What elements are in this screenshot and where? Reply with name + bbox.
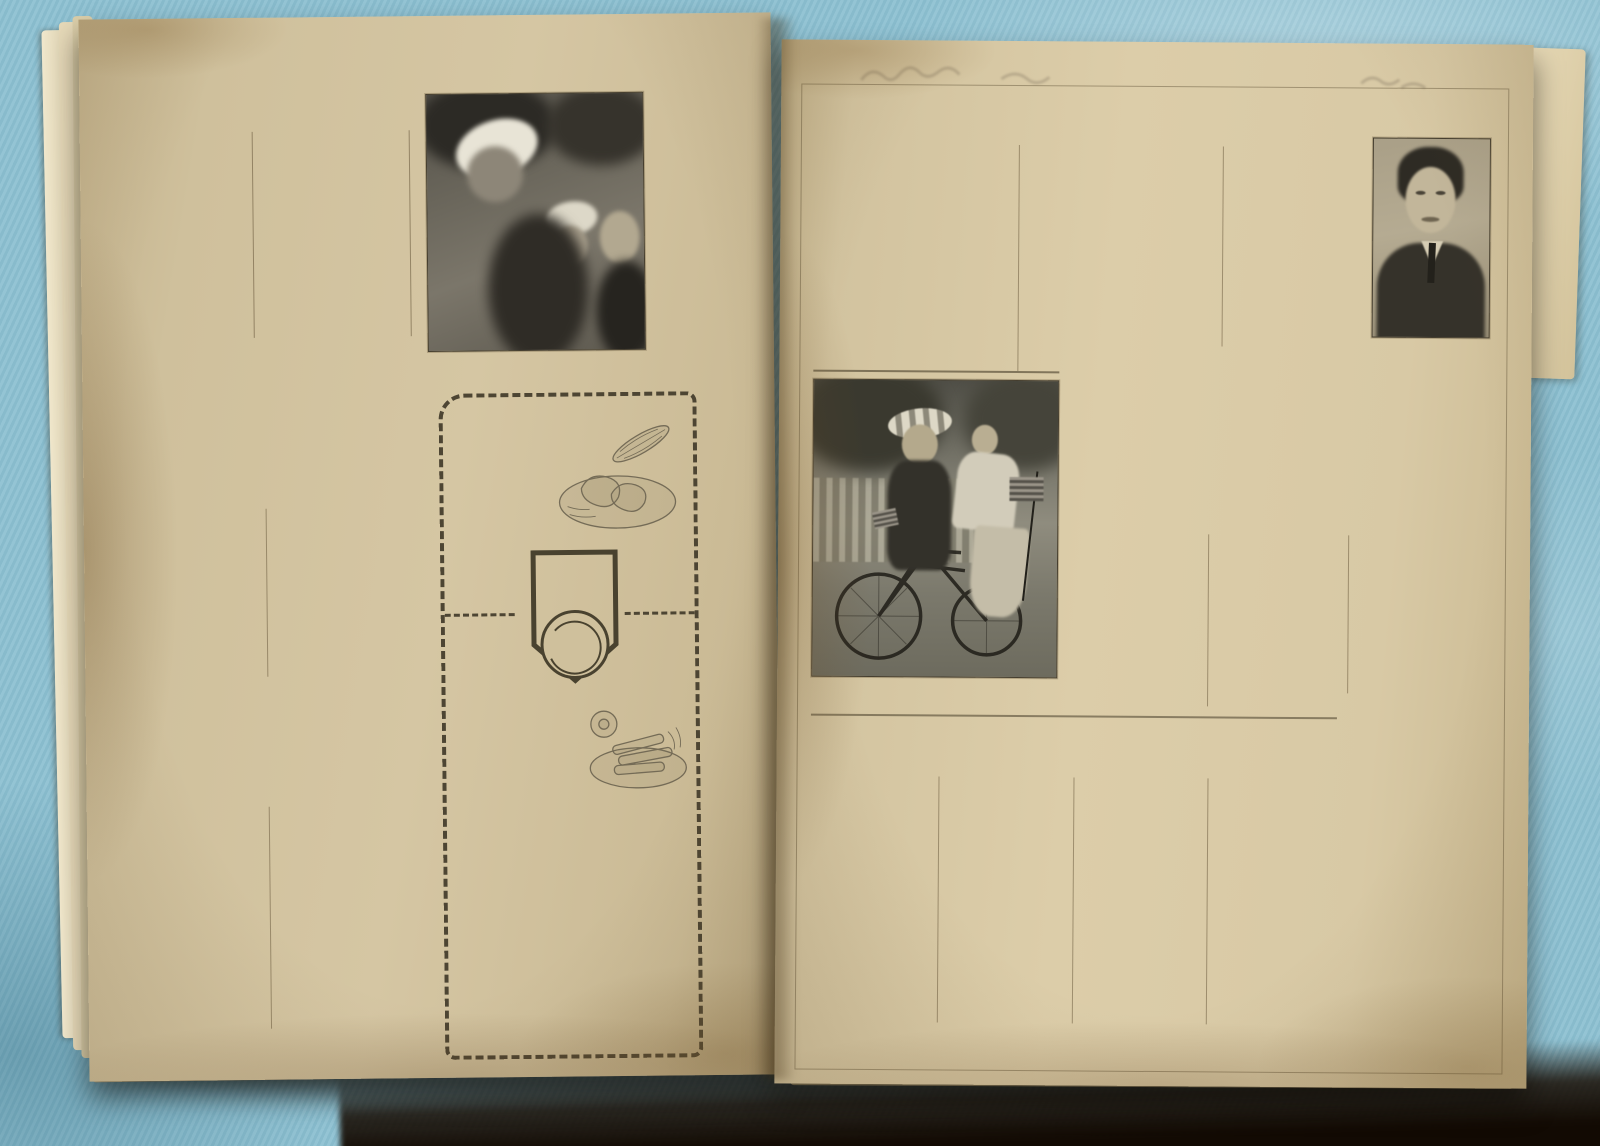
par-troy-headline (1071, 377, 1085, 460)
warchol-column-1 (815, 156, 1012, 369)
st-clare-bicycle-photo (811, 379, 1059, 679)
ad-divider-right (625, 611, 695, 615)
hirohito-face-shape (599, 211, 640, 263)
ad-recipe-2 (455, 805, 689, 813)
passaic-article (809, 714, 1337, 1026)
ad-address (455, 805, 689, 814)
left-margin-dateline (83, 104, 89, 664)
ad-product-breast-barbecue (454, 706, 584, 707)
ad-offer-terms (455, 805, 689, 815)
west-column-1 (104, 509, 262, 679)
logo-fresh (524, 548, 624, 557)
newspaper-right-page (774, 39, 1533, 1088)
passaic-column-4 (1206, 778, 1337, 1025)
ad-script-tender-juicy (451, 404, 553, 412)
newspaper-left-page (78, 12, 781, 1081)
ad-ingredients-2a (455, 805, 568, 806)
scarecrow-head (902, 424, 938, 464)
passaic-column-3 (1071, 777, 1202, 1024)
par-troy-column-2 (1207, 534, 1348, 707)
hirohito-airport-photo (425, 92, 646, 352)
will-picket-body (259, 157, 405, 310)
james-warchol-portrait (1372, 138, 1491, 339)
hirohito-continued (258, 342, 411, 426)
st-clare-block (811, 370, 1059, 724)
lisbon-lead (110, 741, 435, 804)
ad-product-shoulder-chops (451, 417, 553, 418)
west-condemned-article (103, 414, 436, 703)
lamb-chops-illustration (553, 409, 686, 538)
warchol-column-3 (1222, 146, 1367, 347)
par-troy-column-3 (1347, 535, 1492, 694)
bobbies-article (642, 16, 768, 419)
ad-free-recipes-line (455, 806, 689, 814)
passaic-column-1 (809, 776, 934, 1023)
woman-face (972, 425, 998, 455)
lamb-shield-logo (524, 548, 626, 695)
warchol-face (1405, 167, 1455, 233)
ad-ingredients-1b (569, 541, 686, 542)
will-picket-box (252, 130, 412, 338)
west-column-2 (266, 507, 432, 677)
lisbon-column-1 (107, 807, 265, 1031)
american-lamb-council-logo (455, 806, 689, 814)
passaic-column-2 (937, 777, 1068, 1024)
ad-ingredients-2b (572, 803, 689, 804)
passaic-headline (815, 722, 1300, 725)
hirohito-photo-caption (428, 358, 644, 392)
par-troy-column-1 (1069, 533, 1202, 706)
hamill-kreiss-article (1345, 697, 1488, 1059)
bobbies-body (643, 64, 768, 377)
lamb-cutouts-ad (438, 391, 703, 1060)
ad-divider-left (445, 613, 515, 617)
lisbon-riot-article (106, 704, 440, 1065)
lisbon-column-2 (269, 805, 435, 1029)
west-lead (107, 451, 432, 506)
ad-ingredients-1a (452, 543, 565, 544)
lamb-barbecue-illustration (584, 701, 689, 802)
ad-subtitle (465, 391, 684, 407)
st-clare-title (813, 370, 1059, 377)
par-troy-lead (1070, 471, 1484, 532)
passaic-lead (811, 728, 1337, 776)
ad-title (476, 391, 672, 403)
american-flag (1009, 477, 1043, 501)
hamill-body (1345, 766, 1487, 1059)
warchol-column-2 (1017, 145, 1223, 372)
